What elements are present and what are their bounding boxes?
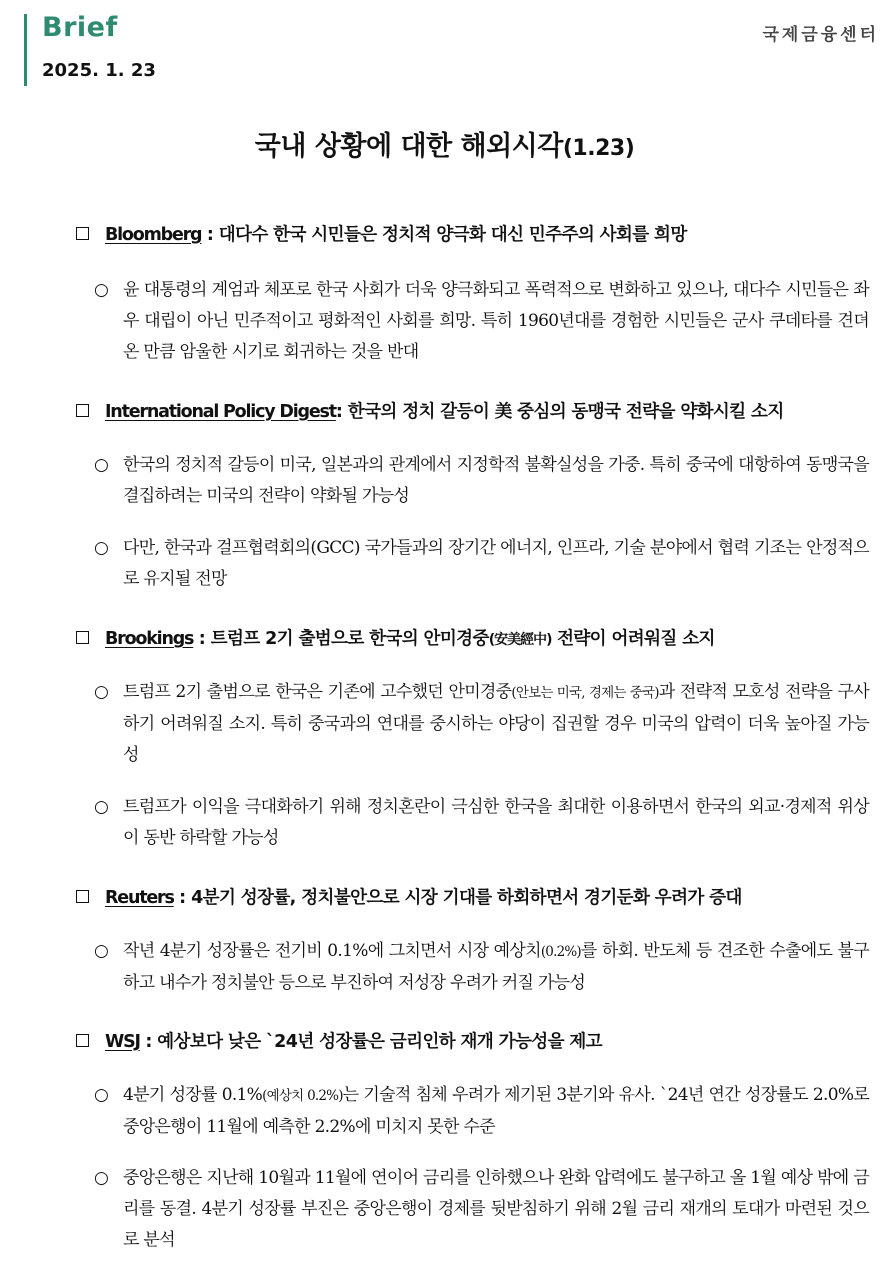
checkbox-square-icon: [76, 1034, 89, 1047]
section-headline: 4분기 성장률, 정치불안으로 시장 기대를 하회하면서 경기둔화 우려가 증대: [191, 888, 742, 908]
section-heading-reuters: Reuters : 4분기 성장률, 정치불안으로 시장 기대를 하회하면서 경기둔화 우려가 증대: [76, 884, 742, 909]
section-headline: 대다수 한국 시민들은 정치적 양극화 대신 민주주의 사회를 희망: [218, 225, 687, 245]
section-heading-bloomberg: Bloomberg : 대다수 한국 시민들은 정치적 양극화 대신 민주주의 사회를 희망: [76, 221, 687, 246]
bullet-item: [94, 792, 869, 854]
circle-bullet-icon: ○: [94, 797, 109, 817]
section-heading-wsj: WSJ : 예상보다 낮은 `24년 성장률은 금리인하 재개 가능성을 제고: [76, 1028, 602, 1053]
bullet-item: [94, 1163, 869, 1256]
organization-name: 국제금융센터: [762, 25, 879, 45]
checkbox-square-icon: [76, 227, 89, 240]
checkbox-square-icon: [76, 404, 89, 417]
title-date-suffix: (1.23): [562, 136, 635, 161]
bullet-text: 윤 대통령의 계엄과 체포로 한국 사회가 더욱 양극화되고 폭력적으로 변화하고 있으나, 대다수 시민들은 좌우 대립이 아닌 민주적이고 평화적인 사회를 희망. 특히 1960년대를 경험한 시민들은 군사 쿠데타를 견뎌온 만큼 암울한 시기로 회귀하는 것을 반대: [123, 280, 869, 362]
checkbox-square-icon: [76, 631, 89, 644]
bullet-text: 중앙은행은 지난해 10월과 11월에 연이어 금리를 인하했으나 완화 압력에도 불구하고 올 1월 예상 밖에 금리를 동결. 4분기 성장률 부진은 중앙은행이 경제를 뒷받침하기 위해 2월 금리 재개의 토대가 마련된 것으로 분석: [123, 1168, 869, 1250]
circle-bullet-icon: ○: [94, 682, 109, 702]
source-name: Bloomberg: [105, 225, 202, 245]
header-accent-bar: [24, 14, 27, 86]
title-main: 국내 상황에 대한 해외시각: [254, 131, 563, 162]
source-name: International Policy Digest: [105, 402, 336, 422]
bullet-item: [94, 275, 869, 368]
bullet-item: [94, 1080, 869, 1143]
bullet-item: [94, 533, 869, 595]
bullet-text: 작년 4분기 성장률은 전기비 0.1%에 그치면서 시장 예상치(0.2%)를 하회. 반도체 등 견조한 수출에도 불구하고 내수가 정치불안 등으로 부진하여 저성장 우려가 커질 가능성: [123, 941, 869, 993]
circle-bullet-icon: ○: [94, 1085, 109, 1105]
circle-bullet-icon: ○: [94, 455, 109, 475]
bullet-item: [94, 450, 869, 512]
section-headline: 한국의 정치 갈등이 美 중심의 동맹국 전략을 약화시킬 소지: [347, 402, 784, 422]
source-name: Reuters: [105, 888, 174, 908]
bullet-text: 한국의 정치적 갈등이 미국, 일본과의 관계에서 지정학적 불확실성을 가중. 특히 중국에 대항하여 동맹국을 결집하려는 미국의 전략이 약화될 가능성: [123, 455, 869, 506]
circle-bullet-icon: ○: [94, 1168, 109, 1188]
source-name: WSJ: [105, 1032, 140, 1052]
section-heading-ipd: International Policy Digest: 한국의 정치 갈등이 美 중심의 동맹국 전략을 약화시킬 소지: [76, 398, 784, 423]
bullet-text: 트럼프 2기 출범으로 한국은 기존에 고수했던 안미경중(안보는 미국, 경제는 중국)과 전략적 모호성 전략을 구사하기 어려워질 소지. 특히 중국과의 연대를 중시하는 야당이 집권할 경우 미국의 압력이 더욱 높아질 가능성: [123, 682, 870, 765]
checkbox-square-icon: [76, 890, 89, 903]
page-title: [0, 124, 889, 163]
circle-bullet-icon: ○: [94, 941, 109, 961]
bullet-text: 4분기 성장률 0.1%(예상치 0.2%)는 기술적 침체 우려가 제기된 3분기와 유사. `24년 연간 성장률도 2.0%로 중앙은행이 11월에 예측한 2.2%에 미치지 못한 수준: [123, 1085, 869, 1137]
bullet-text: 트럼프가 이익을 극대화하기 위해 정치혼란이 극심한 한국을 최대한 이용하면서 한국의 외교·경제적 위상이 동반 하락할 가능성: [123, 797, 869, 848]
section-heading-brookings: Brookings : 트럼프 2기 출범으로 한국의 안미경중(安美經中) 전략이 어려워질 소지: [76, 625, 715, 650]
bullet-text: 다만, 한국과 걸프협력회의(GCC) 국가들과의 장기간 에너지, 인프라, 기술 분야에서 협력 기조는 안정적으로 유지될 전망: [123, 538, 869, 589]
circle-bullet-icon: ○: [94, 280, 109, 300]
circle-bullet-icon: ○: [94, 538, 109, 558]
section-headline: 예상보다 낮은 `24년 성장률은 금리인하 재개 가능성을 제고: [157, 1032, 602, 1052]
bullet-item: [94, 936, 869, 999]
report-date: 2025. 1. 23: [42, 60, 156, 81]
brief-label: Brief: [42, 12, 118, 43]
source-name: Brookings: [105, 629, 194, 649]
bullet-item: [94, 677, 869, 771]
